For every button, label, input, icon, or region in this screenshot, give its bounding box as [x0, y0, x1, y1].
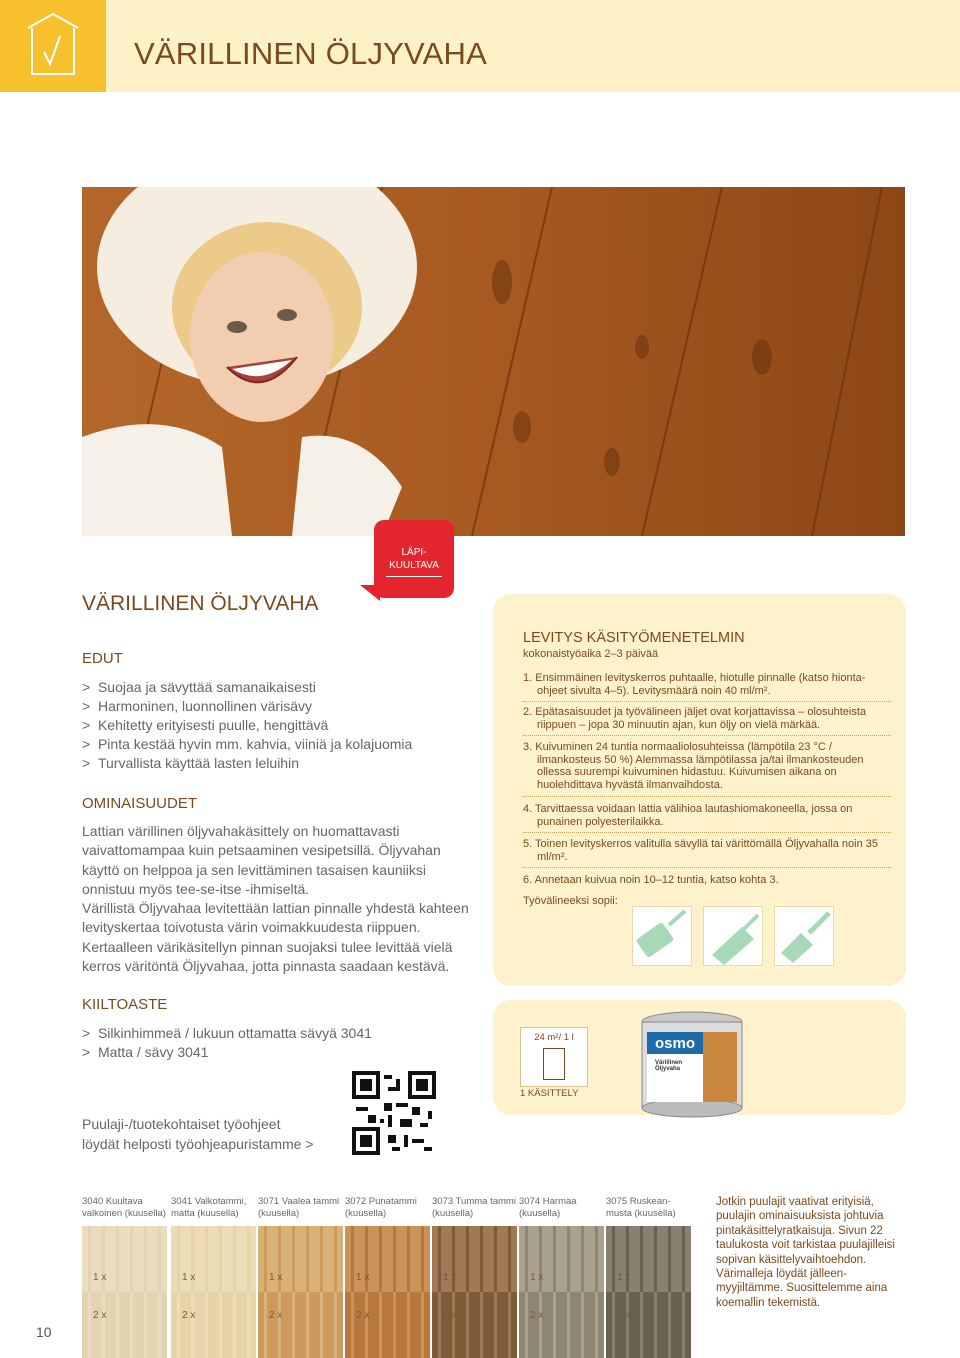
divider	[523, 832, 891, 833]
levitys-step: 5. Toinen levityskerros valitulla sävyllä tai värittömällä Öljyvahalla noin 35 ml/m².	[523, 838, 879, 863]
swatch-caption: 3075 Ruskean-musta (kuusella)	[606, 1196, 676, 1219]
coverage-can-icon	[543, 1048, 565, 1080]
swatch-caption: 3074 Harmaa (kuusella)	[519, 1196, 577, 1219]
ominaisuudet-paragraph-3: Kertaalleen värikäsitellyn pinnan suojaksi tulee levittää vielä kerros väritöntä Öljyvahaa, jotta pinnasta saadaan kestävä.	[82, 939, 453, 975]
levitys-subtitle: kokonaistyöaika 2–3 päivää	[523, 648, 659, 660]
levitys-step: 6. Annetaan kuivua noin 10–12 tuntia, katso kohta 3.	[523, 874, 779, 886]
roller-icon	[632, 906, 692, 966]
page-title: VÄRILLINEN ÖLJYVAHA	[134, 36, 487, 71]
swatch-coat-label: 1 x	[530, 1272, 544, 1283]
swatch-two-coats	[519, 1292, 604, 1358]
swatch-caption: 3073 Tumma tammi (kuusella)	[432, 1196, 516, 1219]
hero-photo-illustration	[82, 187, 905, 536]
color-swatch	[171, 1226, 256, 1358]
color-swatch	[345, 1226, 430, 1358]
coverage-label: 1 KÄSITTELY	[520, 1088, 579, 1099]
ominaisuudet-heading: OMINAISUUDET	[82, 795, 198, 812]
swatch-caption: 3041 Valkotammi, matta (kuusella)	[171, 1196, 247, 1219]
divider	[523, 867, 891, 868]
ominaisuudet-paragraph-2: Värillistä Öljyvahaa levitettään lattian pinnalle yhdestä kahteen levityskertaa toivotusta värin voimakkuudesta riippuen.	[82, 900, 469, 936]
tools-label: Työvälineeksi sopii:	[523, 895, 618, 907]
swatch-caption: 3071 Vaalea tammi (kuusella)	[258, 1196, 340, 1219]
divider	[523, 796, 891, 797]
divider	[523, 701, 891, 702]
can-brand: osmo	[655, 1035, 696, 1052]
can-product: Värillinen Öljyvaha	[655, 1060, 683, 1072]
levitys-step: 4. Tarvittaessa voidaan lattia välihioa lautashiomakoneella, jossa on punainen polyesterilaikka.	[523, 803, 853, 828]
levitys-step: 2. Epätasaisuudet ja työvälineen jäljet ovat korjattavissa – olosuhteista riippuen – jopa 30 minuutin ajan, kun öljy on vielä märkää.	[523, 706, 867, 731]
kiiltoaste-item: > Matta / sävy 3041	[82, 1044, 209, 1060]
brush-icon	[774, 906, 834, 966]
swatch-coat-label: 2 x	[530, 1310, 544, 1321]
badge-line1: LÄPI-	[401, 547, 427, 558]
levitys-step: 1. Ensimmäinen levityskerros puhtaalle, hiotulle pinnalle (katso hionta-ohjeet sivulta 4–5). Levitysmäärä noin 40 ml/m².	[523, 672, 866, 697]
spatula-icon	[703, 906, 763, 966]
header-icon-box	[0, 0, 106, 92]
kiiltoaste-heading: KIILTOASTE	[82, 996, 168, 1013]
product-can	[633, 1008, 751, 1118]
levitys-step: 3. Kuivuminen 24 tuntia normaaliolosuhteissa (lämpötila 23 °C / ilmankosteus 50 %) Alemmassa lämpötilassa ja/tai ilmankosteuden ollessa suurempi kuivuminen hidastuu. Kuivumisen aikana on huolehdittava hyvästä ilmanvaihdosta.	[523, 741, 864, 791]
edut-item: > Pinta kestää hyvin mm. kahvia, viiniä ja kolajuomia	[82, 736, 413, 752]
color-swatch	[606, 1226, 691, 1358]
swatch-caption: 3040 Kuultava valkoinen (kuusella)	[82, 1196, 166, 1219]
swatch-two-coats	[171, 1292, 256, 1358]
color-swatch	[258, 1226, 343, 1358]
edut-heading: EDUT	[82, 650, 123, 667]
ominaisuudet-paragraph-1: Lattian värillinen öljyvahakäsittely on huomattavasti vaivattomampaa kuin petsaaminen vesipetsillä. Öljyvahan käyttö on helppoa ja sen levittäminen tasaisen kauniiksi onnistuu myös tee-se-itse -ihmiseltä.	[82, 823, 441, 898]
swatch-coat-label: 2 x	[356, 1310, 370, 1321]
coverage-box	[520, 1027, 588, 1087]
edut-item: > Harmoninen, luonnollinen värisävy	[82, 698, 312, 714]
color-swatch	[82, 1226, 167, 1358]
swatch-two-coats	[82, 1292, 167, 1358]
swatch-caption: 3072 Punatammi (kuusella)	[345, 1196, 417, 1219]
page-number: 10	[36, 1324, 52, 1340]
badge-line2: KUULTAVA	[389, 560, 439, 571]
swatch-coat-label: 2 x	[182, 1310, 196, 1321]
levitys-title: LEVITYS KÄSITYÖMENETELMIN	[523, 630, 745, 646]
edut-item: > Turvallista käyttää lasten leluihin	[82, 755, 299, 771]
swatch-two-coats	[345, 1292, 430, 1358]
swatch-two-coats	[432, 1292, 517, 1358]
edut-item: > Kehitetty erityisesti puulle, hengittävä	[82, 717, 329, 733]
swatch-coat-label: 2 x	[443, 1310, 457, 1321]
swatch-coat-label: 1 x	[443, 1272, 457, 1283]
swatch-two-coats	[258, 1292, 343, 1358]
house-check-icon	[0, 0, 106, 92]
color-swatch	[519, 1226, 604, 1358]
divider	[523, 735, 891, 736]
hero-image	[82, 187, 905, 536]
badge-tail	[360, 585, 380, 601]
swatch-coat-label: 2 x	[617, 1310, 631, 1321]
work-link-line1: Puulaji-/tuotekohtaiset työohjeet	[82, 1116, 281, 1132]
lapikuultava-badge	[374, 520, 454, 598]
swatch-coat-label: 1 x	[269, 1272, 283, 1283]
badge-underline	[386, 576, 442, 577]
kiiltoaste-item: > Silkinhimmeä / lukuun ottamatta sävyä 3041	[82, 1025, 372, 1041]
swatch-coat-label: 2 x	[269, 1310, 283, 1321]
side-note: Jotkin puulajit vaativat erityisiä, puulajin ominaisuuksista johtuvia pintakäsittelyratkaisuja. Sivun 22 taulukosta voit tarkistaa puulajilleisi sopivan käsittelyvaihtoehdon. Värimalleja löydät jälleen-myyjiltämme. Suosittelemme aina koemallin tekemistä.	[716, 1196, 895, 1309]
coverage-value: 24 m²/ 1 l	[534, 1032, 574, 1043]
work-link[interactable]: löydät helposti työohjeapuristamme >	[82, 1136, 314, 1152]
swatch-two-coats	[606, 1292, 691, 1358]
swatch-coat-label: 1 x	[617, 1272, 631, 1283]
swatch-coat-label: 1 x	[182, 1272, 196, 1283]
swatch-coat-label: 1 x	[93, 1272, 107, 1283]
color-swatch	[432, 1226, 517, 1358]
edut-item: > Suojaa ja sävyttää samanaikaisesti	[82, 679, 316, 695]
product-title: VÄRILLINEN ÖLJYVAHA	[82, 592, 319, 615]
qr-code[interactable]	[352, 1071, 436, 1155]
swatch-coat-label: 1 x	[356, 1272, 370, 1283]
swatch-coat-label: 2 x	[93, 1310, 107, 1321]
